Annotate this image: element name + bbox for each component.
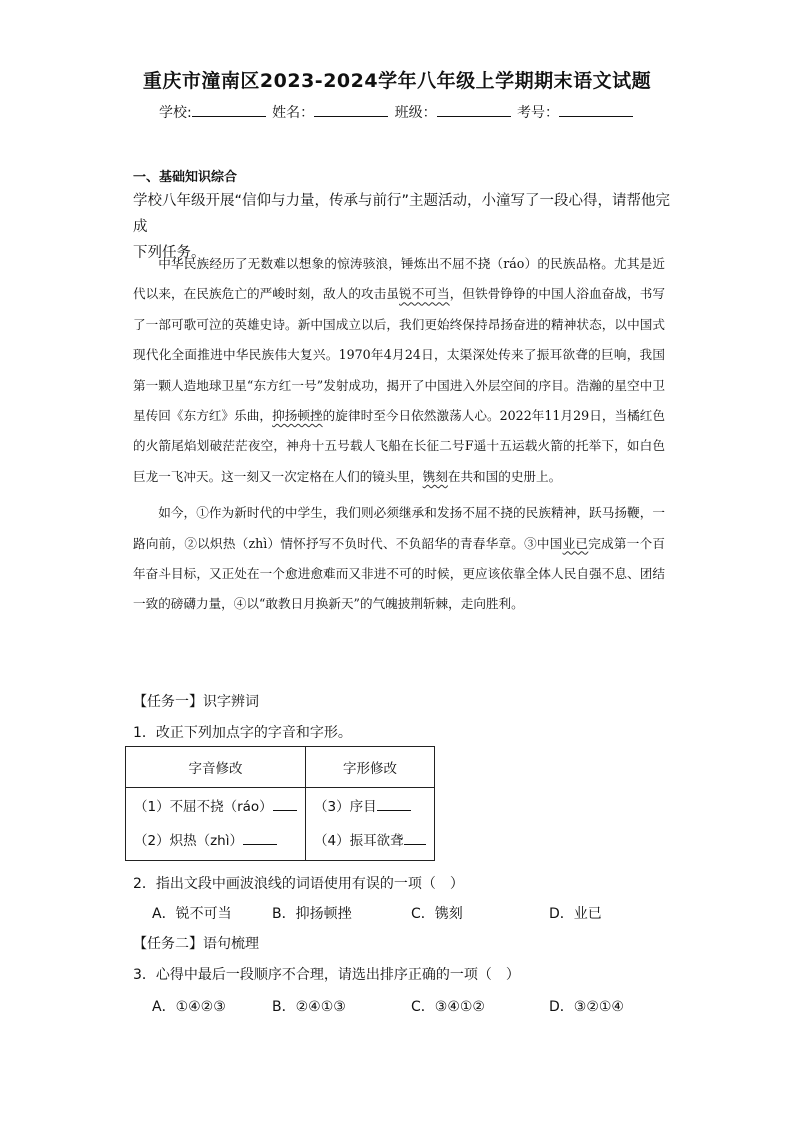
correction-table bbox=[125, 746, 435, 861]
section-heading: 一、基础知识综合 bbox=[133, 170, 238, 185]
table-row bbox=[134, 824, 297, 858]
wavy-term-4: 业已 bbox=[562, 535, 589, 551]
intro-line-2: 下列任务。 bbox=[133, 245, 206, 261]
q2-option-a[interactable]: A．锐不可当 bbox=[152, 906, 232, 922]
class-label: 班级： bbox=[394, 105, 437, 121]
school-label: 学校: bbox=[158, 105, 192, 121]
answer-blank-2[interactable] bbox=[243, 830, 277, 845]
exam-number-label: 考号： bbox=[517, 105, 560, 121]
item-4-label: （4）振耳欲聋 bbox=[314, 833, 404, 849]
pronunciation-cell bbox=[126, 788, 306, 861]
wavy-term-1: 锐不可当 bbox=[399, 286, 450, 302]
intro-line-1: 学校八年级开展“信仰与力量，传承与前行”主题活动，小潼写了一段心得，请帮他完成 bbox=[133, 193, 671, 235]
character-cell bbox=[306, 788, 435, 861]
wavy-term-2: 抑扬顿挫 bbox=[272, 408, 323, 424]
wavy-term-3: 镌刻 bbox=[422, 468, 448, 484]
passage-text: 完成第一个百年奋斗目标，又正处在一个愈进愈难而又非进不可的时候，更应该依靠全体人民自强不息、团结一致的磅礴力量，④以“敢教日月换新天”的气魄披荆斩棘，走向胜利。 bbox=[133, 535, 666, 612]
answer-blank-1[interactable] bbox=[273, 796, 297, 811]
passage-text: 如今，①作为新时代的中学生，我们则必须继承和发扬不屈不挠的民族精神，跃马扬鞭，一路向前，②以炽热（zhì）情怀抒写不负时代、不负韶华的青春华章。③中国 bbox=[133, 505, 665, 551]
name-blank[interactable] bbox=[314, 102, 388, 117]
passage-text: 在共和国的史册上。 bbox=[447, 468, 562, 484]
passage-paragraph-1 bbox=[133, 249, 665, 492]
q3-option-b[interactable]: B．②④①③ bbox=[272, 999, 346, 1015]
item-2-label: （2）炽热（zhì） bbox=[134, 833, 243, 849]
table-row bbox=[314, 824, 426, 858]
passage-text: 中华民族经历了无数难以想象的惊涛骇浪，锤炼出不屈不挠（ráo）的民族品格。尤其是近代以来，在民族危亡的严峻时刻，敌人的攻击虽 bbox=[133, 256, 665, 302]
item-1-label: （1）不屈不挠（ráo） bbox=[134, 799, 273, 815]
task-one-heading: 【任务一】识字辨词 bbox=[133, 694, 259, 710]
q3-option-a[interactable]: A．①④②③ bbox=[152, 999, 226, 1015]
q3-option-d[interactable]: D．③②①④ bbox=[549, 999, 624, 1015]
student-info-line bbox=[0, 102, 794, 122]
class-blank[interactable] bbox=[437, 102, 511, 117]
school-blank[interactable] bbox=[192, 102, 266, 117]
question-2: 2．指出文段中画波浪线的词语使用有误的一项（ ） bbox=[133, 876, 464, 892]
table-header-pronunciation: 字音修改 bbox=[126, 747, 306, 788]
exam-number-blank[interactable] bbox=[559, 102, 633, 117]
name-label: 姓名： bbox=[272, 105, 315, 121]
page-title: 重庆市潼南区2023-2024学年八年级上学期期末语文试题 bbox=[142, 70, 652, 92]
item-3-label: （3）序目 bbox=[314, 799, 377, 815]
passage-text: 的旋律时至今日依然激荡人心。2022年11月29日，当橘红色的火箭尾焰划破茫茫夜空，神舟十五号载人飞船在长征二号F遥十五运载火箭的托举下，如白色巨龙一飞冲天。这一刻又一次定格在人们的镜头里， bbox=[133, 408, 666, 484]
table-row bbox=[314, 790, 426, 824]
q2-option-d[interactable]: D．业已 bbox=[549, 906, 602, 922]
question-3: 3．心得中最后一段顺序不合理，请选出排序正确的一项（ ） bbox=[133, 967, 520, 983]
q2-option-c[interactable]: C．镌刻 bbox=[411, 906, 463, 922]
table-header-character: 字形修改 bbox=[306, 747, 435, 788]
passage-text: ，但铁骨铮铮的中国人浴血奋战，书写了一部可歌可泣的英雄史诗。新中国成立以后，我们更始终保持昂扬奋进的精神状态，以中国式现代化全面推进中华民族伟大复兴。1970年4月24日，太渠深处传来了振耳欲聋的巨响，我国第一颗人造地球卫星“东方红一号”发射成功，揭开了中国进入外层空间的序目。浩瀚的星空中卫星传回《东方红》乐曲， bbox=[133, 286, 666, 424]
reading-passage bbox=[133, 249, 665, 620]
q3-option-c[interactable]: C．③④①② bbox=[411, 999, 485, 1015]
answer-blank-3[interactable] bbox=[377, 796, 411, 811]
answer-blank-4[interactable] bbox=[404, 830, 426, 845]
table-row bbox=[134, 790, 297, 824]
task-two-heading: 【任务二】语句梳理 bbox=[133, 936, 259, 952]
q2-option-b[interactable]: B．抑扬顿挫 bbox=[272, 906, 352, 922]
question-1: 1．改正下列加点字的字音和字形。 bbox=[133, 725, 352, 741]
passage-paragraph-2 bbox=[133, 498, 665, 620]
